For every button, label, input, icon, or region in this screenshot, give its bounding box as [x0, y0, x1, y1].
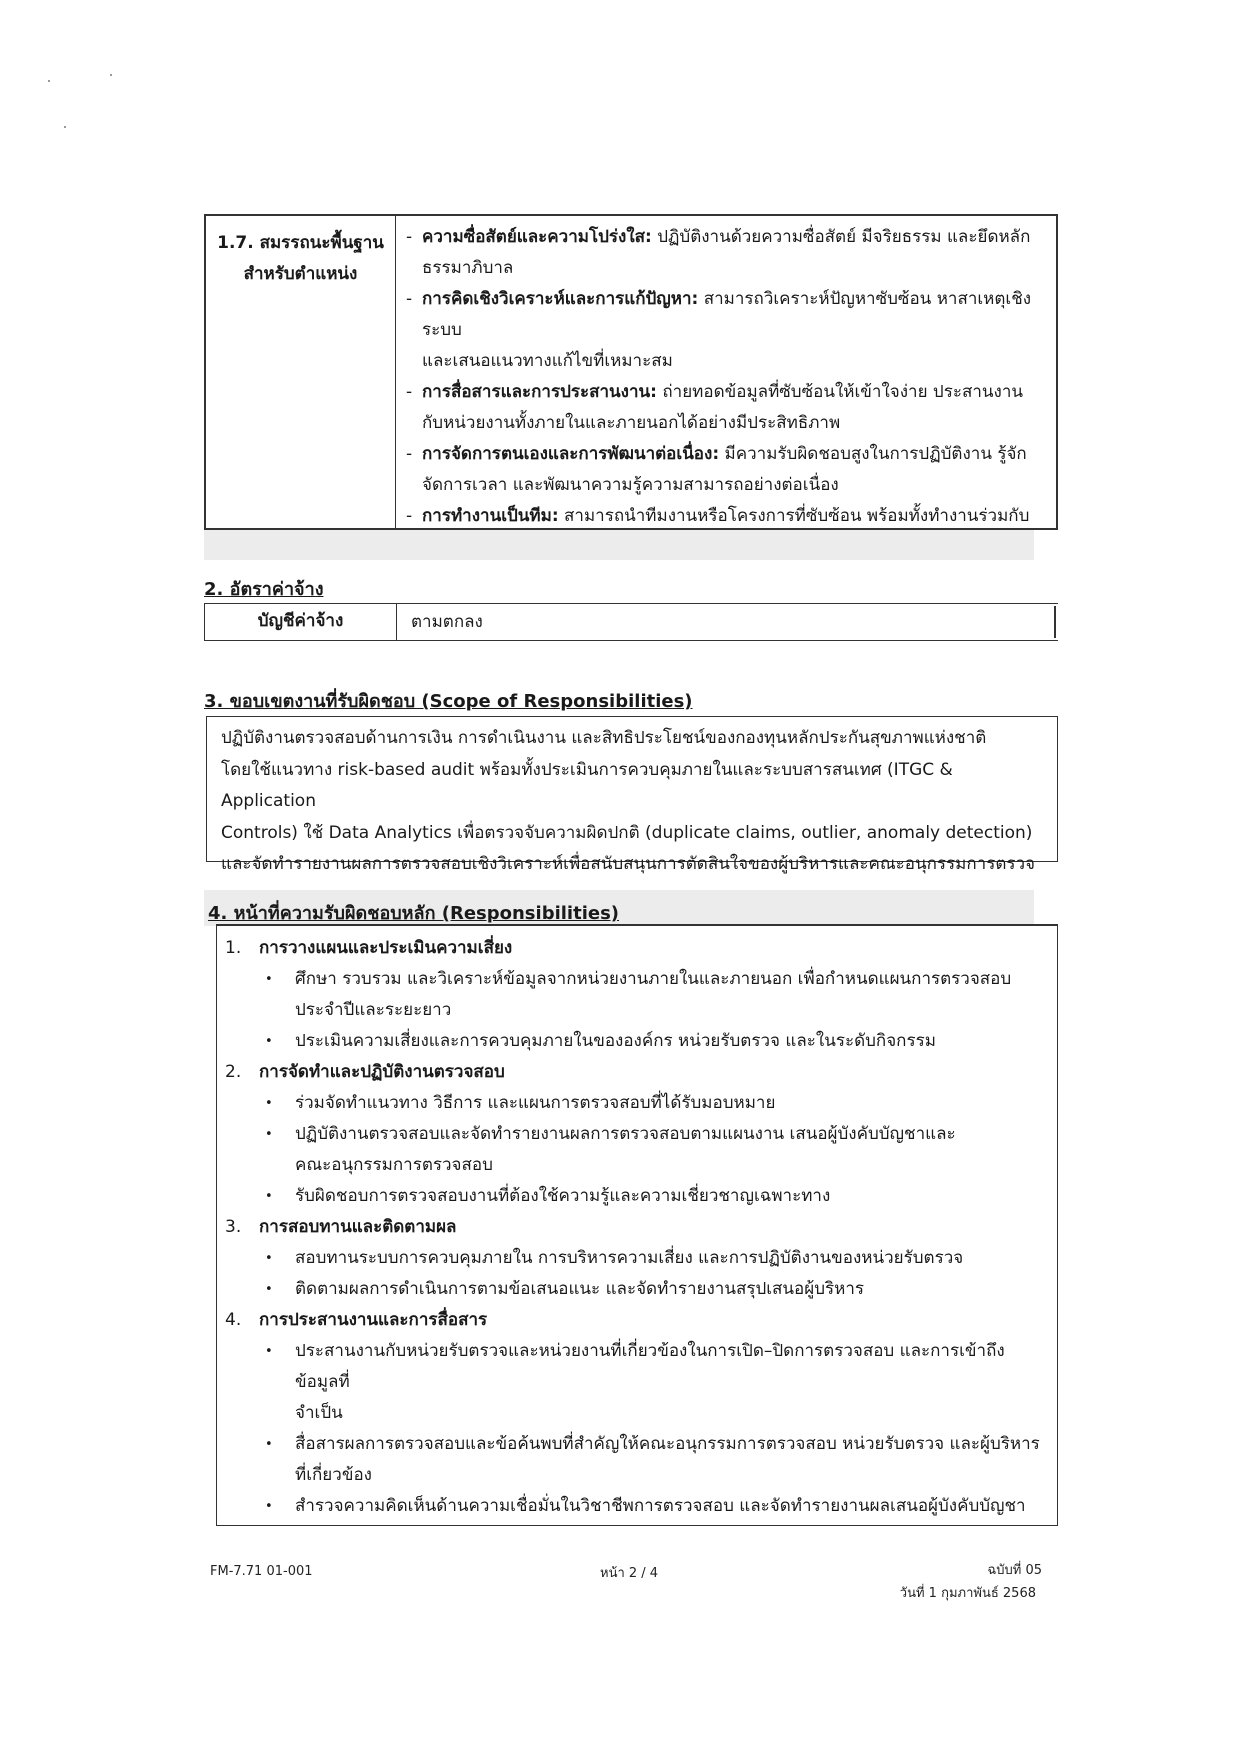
- responsibility-group: [225, 933, 1057, 1057]
- competency-desc: สามารถวิเคราะห์ปัญหาซับซ้อน หาสาเหตุเชิงระบบ: [422, 289, 1032, 340]
- competency-text: [422, 439, 1050, 501]
- competency-table: [204, 214, 1058, 530]
- bullet-line: ที่เกี่ยวข้อง: [295, 1465, 372, 1485]
- competency-title: การคิดเชิงวิเคราะห์และการแก้ปัญหา:: [422, 289, 699, 309]
- competency-desc: ถ่ายทอดข้อมูลที่ซับซ้อนให้เข้าใจง่าย ประสานงาน: [656, 382, 1023, 402]
- table-border: [1054, 606, 1056, 638]
- bullet-item: [225, 1491, 1057, 1522]
- scope-line: และจัดทำรายงานผลการตรวจสอบเชิงวิเคราะห์เพื่อสนับสนุนการตัดสินใจของผู้บริหารและคณะอนุกรรมการตรวจ: [221, 854, 1036, 874]
- group-title: การวางแผนและประเมินความเสี่ยง: [259, 938, 513, 958]
- competency-desc: สามารถนำทีมงานหรือโครงการที่ซับซ้อน พร้อมทั้งทำงานร่วมกับ: [558, 506, 1030, 526]
- bullet-line: สอบทานระบบการควบคุมภายใน การบริหารความเสี่ยง และการปฏิบัติงานของหน่วยรับตรวจ: [295, 1248, 964, 1268]
- bullet-item: [225, 1026, 1057, 1057]
- scope-line: โดยใช้แนวทาง risk-based audit พร้อมทั้งประเมินการควบคุมภายในและระบบสารสนเทศ (ITGC & Application: [221, 759, 953, 811]
- bullet-item: [225, 1336, 1057, 1429]
- bullet-dot-icon: •: [265, 1437, 273, 1452]
- bullet-text: [295, 964, 1057, 1026]
- competency-text: [422, 284, 1050, 377]
- scan-speck: [48, 80, 50, 82]
- competency-title: การทำงานเป็นทีม:: [422, 506, 559, 526]
- dash-bullet: -: [406, 444, 413, 464]
- group-heading: [225, 1057, 1057, 1088]
- bullet-dot-icon: •: [265, 1499, 273, 1514]
- competency-list: [406, 222, 1050, 563]
- group-heading: [225, 933, 1057, 964]
- bullet-dot-icon: •: [265, 1344, 273, 1359]
- bullet-line: ปฏิบัติงานตรวจสอบและจัดทำรายงานผลการตรวจสอบตามแผนงาน เสนอผู้บังคับบัญชาและ: [295, 1124, 956, 1144]
- bullet-item: [225, 1274, 1057, 1305]
- scope-line: Controls) ใช้ Data Analytics เพื่อตรวจจับความผิดปกติ (duplicate claims, outlier, anomaly detection): [221, 822, 1033, 843]
- bullet-text: [295, 1274, 1057, 1305]
- group-number: 2.: [225, 1062, 242, 1082]
- bullet-text: [295, 1336, 1057, 1429]
- bullet-line: ประจำปีและระยะยาว: [295, 1000, 452, 1020]
- section-2-title: 2. อัตราค่าจ้าง: [204, 579, 324, 600]
- bullet-text: [295, 1026, 1057, 1057]
- competency-text: [422, 377, 1050, 439]
- bullet-dot-icon: •: [265, 1034, 273, 1049]
- bullet-line: ศึกษา รวบรวม และวิเคราะห์ข้อมูลจากหน่วยงานภายในและภายนอก เพื่อกำหนดแผนการตรวจสอบ: [295, 969, 1012, 989]
- dash-bullet: -: [406, 289, 413, 309]
- bullet-dot-icon: •: [265, 1251, 273, 1266]
- bullet-text: [295, 1429, 1057, 1491]
- competency-title: การสื่อสารและการประสานงาน:: [422, 382, 657, 402]
- competency-item: [406, 439, 1050, 501]
- competency-item: [406, 222, 1050, 284]
- responsibility-group: [225, 1057, 1057, 1212]
- group-number: 4.: [225, 1310, 242, 1330]
- group-title: การประสานงานและการสื่อสาร: [259, 1310, 488, 1330]
- competency-item: [406, 284, 1050, 377]
- bullet-line: คณะอนุกรรมการตรวจสอบ: [295, 1155, 493, 1175]
- wage-table: [204, 603, 1058, 641]
- bullet-item: [225, 1429, 1057, 1491]
- bullet-item: [225, 1119, 1057, 1181]
- bullet-dot-icon: •: [265, 1282, 273, 1297]
- bullet-item: [225, 1243, 1057, 1274]
- scan-shade: [204, 530, 1034, 560]
- scan-speck: [64, 126, 66, 128]
- bullet-text: [295, 1119, 1057, 1181]
- competency-title: การจัดการตนเองและการพัฒนาต่อเนื่อง:: [422, 444, 720, 464]
- form-code: FM-7.71 01-001: [210, 1564, 313, 1579]
- competency-label: [206, 216, 396, 528]
- bullet-text: [295, 1243, 1057, 1274]
- bullet-line: ประเมินความเสี่ยงและการควบคุมภายในขององค์กร หน่วยรับตรวจ และในระดับกิจกรรม: [295, 1031, 936, 1051]
- scope-line: ปฏิบัติงานตรวจสอบด้านการเงิน การดำเนินงาน และสิทธิประโยชน์ของกองทุนหลักประกันสุขภาพแห่งชาติ: [221, 728, 987, 748]
- competency-desc-cont: ธรรมาภิบาล: [422, 258, 514, 278]
- responsibility-group: [225, 1305, 1057, 1522]
- competency-desc-cont: กับหน่วยงานทั้งภายในและภายนอกได้อย่างมีประสิทธิภาพ: [422, 413, 841, 433]
- section-4-title: 4. หน้าที่ความรับผิดชอบหลัก (Responsibilities): [208, 903, 620, 924]
- group-number: 3.: [225, 1217, 242, 1237]
- edition: ฉบับที่ 05: [987, 1563, 1042, 1578]
- section-3-title: 3. ขอบเขตงานที่รับผิดชอบ (Scope of Responsibilities): [204, 691, 693, 712]
- competency-desc-cont: และเสนอแนวทางแก้ไขที่เหมาะสม: [422, 351, 673, 371]
- scope-box: [206, 716, 1058, 874]
- wage-label: บัญชีค่าจ้าง: [205, 604, 397, 640]
- group-title: การสอบทานและติดตามผล: [259, 1217, 457, 1237]
- competency-item: [406, 377, 1050, 439]
- competency-label-line2: สำหรับตำแหน่ง: [243, 264, 358, 284]
- dash-bullet: -: [406, 382, 413, 402]
- competency-desc: มีความรับผิดชอบสูงในการปฏิบัติงาน รู้จัก: [719, 444, 1027, 464]
- bullet-item: [225, 1088, 1057, 1119]
- competency-text: [422, 222, 1050, 284]
- bullet-line: ประสานงานกับหน่วยรับตรวจและหน่วยงานที่เกี่ยวข้องในการเปิด–ปิดการตรวจสอบ และการเข้าถึงข้อมูลที่: [295, 1341, 1005, 1392]
- bullet-dot-icon: •: [265, 1096, 273, 1111]
- bullet-dot-icon: •: [265, 1127, 273, 1142]
- group-heading: [225, 1305, 1057, 1336]
- wage-value: ตามตกลง: [411, 612, 483, 632]
- bullet-line: ร่วมจัดทำแนวทาง วิธีการ และแผนการตรวจสอบที่ได้รับมอบหมาย: [295, 1093, 776, 1113]
- bullet-dot-icon: •: [265, 1189, 273, 1204]
- edition-date: วันที่ 1 กุมภาพันธ์ 2568: [899, 1586, 1036, 1601]
- bullet-dot-icon: •: [265, 972, 273, 987]
- bullet-item: [225, 1181, 1057, 1212]
- bullet-line: รับผิดชอบการตรวจสอบงานที่ต้องใช้ความรู้และความเชี่ยวชาญเฉพาะทาง: [295, 1186, 831, 1206]
- dash-bullet: -: [406, 227, 413, 247]
- bullet-text: [295, 1181, 1057, 1212]
- scan-speck: [110, 74, 112, 76]
- page-number: หน้า 2 / 4: [600, 1566, 659, 1581]
- bullet-line: จำเป็น: [295, 1403, 343, 1423]
- responsibilities-box: [216, 924, 1058, 1526]
- bullet-line: สำรวจความคิดเห็นด้านความเชื่อมั่นในวิชาชีพการตรวจสอบ และจัดทำรายงานผลเสนอผู้บังคับบัญชา: [295, 1496, 1026, 1516]
- competency-label-line1: 1.7. สมรรถนะพื้นฐาน: [217, 233, 384, 253]
- bullet-line: สื่อสารผลการตรวจสอบและข้อค้นพบที่สำคัญให้คณะอนุกรรมการตรวจสอบ หน่วยรับตรวจ และผู้บริหาร: [295, 1434, 1040, 1454]
- group-number: 1.: [225, 938, 242, 958]
- bullet-text: [295, 1491, 1057, 1522]
- bullet-item: [225, 964, 1057, 1026]
- group-title: การจัดทำและปฏิบัติงานตรวจสอบ: [259, 1062, 505, 1082]
- competency-title: ความซื่อสัตย์และความโปร่งใส:: [422, 227, 652, 247]
- bullet-text: [295, 1088, 1057, 1119]
- dash-bullet: -: [406, 506, 413, 526]
- competency-desc-cont: จัดการเวลา และพัฒนาความรู้ความสามารถอย่างต่อเนื่อง: [422, 475, 839, 495]
- group-heading: [225, 1212, 1057, 1243]
- competency-desc: ปฏิบัติงานด้วยความซื่อสัตย์ มีจริยธรรม และยึดหลัก: [651, 227, 1031, 247]
- bullet-line: ติดตามผลการดำเนินการตามข้อเสนอแนะ และจัดทำรายงานสรุปเสนอผู้บริหาร: [295, 1279, 865, 1299]
- responsibility-group: [225, 1212, 1057, 1305]
